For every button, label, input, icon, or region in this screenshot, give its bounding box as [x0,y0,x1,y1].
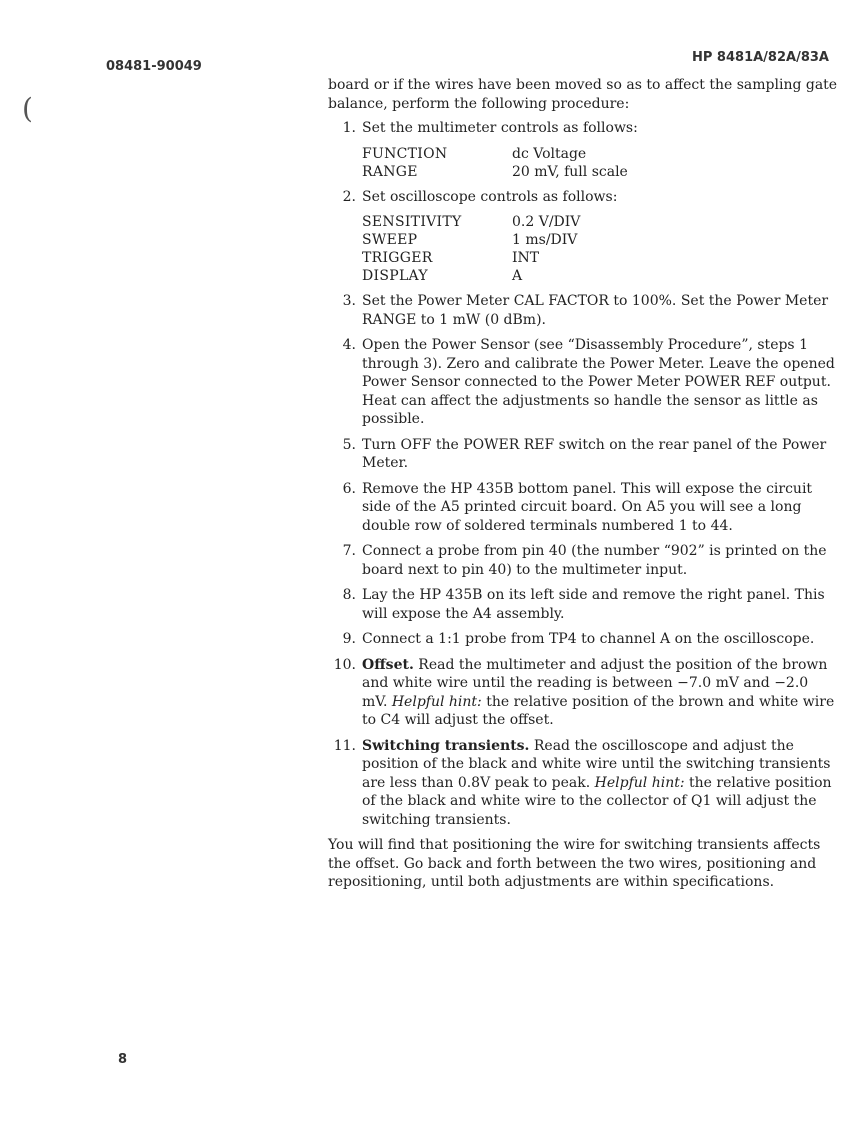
step-number: 9. [342,631,356,647]
hint-text: the relative position of the black and white wire to the collector of Q1 will adjust the switching transients. [362,774,832,828]
intro-paragraph: board or if the wires have been moved so as to affect the sampling gate balance, perform the following procedure: [328,77,838,112]
step-number: 10. [333,656,356,673]
setting-name: DISPLAY [362,268,428,284]
setting-value: 0.2 V/DIV [512,214,581,230]
step-body [362,738,832,828]
settings-table [362,213,580,285]
step-number: 6. [342,480,356,497]
procedure-step [328,480,838,536]
step-number: 4. [342,337,356,353]
settings-row [362,163,628,181]
step-number: 3. [342,293,356,309]
procedure-step [328,188,838,286]
step-number: 8. [342,587,356,603]
step-body [362,587,825,622]
step-number: 1. [342,120,356,136]
hint-label: Helpful hint: [594,774,685,791]
setting-name: FUNCTION [362,145,448,162]
step-body [362,189,617,205]
step-body [362,631,814,647]
step-text: Set the Power Meter CAL FACTOR to 100%. Set the Power Meter RANGE to 1 mW (0 dBm). [362,293,829,328]
step-body [362,543,827,578]
procedure-steps [328,119,838,829]
page-number: 8 [118,1052,128,1067]
step-body [362,337,835,427]
step-number: 7. [342,543,356,559]
step-text: Set the multimeter controls as follows: [362,120,638,136]
step-text: Lay the HP 435B on its left side and remove the right panel. This will expose the A4 assembly. [362,587,825,622]
step-text: Connect a probe from pin 40 (the number “902” is printed on the board next to pin 40) to the multimeter input. [362,543,827,578]
step-text: Read the oscilloscope and adjust the position of the black and white wire until the switching transients are less than 0.8V peak to peak. [362,737,831,791]
settings-row [362,267,580,285]
step-number: 5. [342,436,356,453]
procedure-step [328,630,838,649]
step-text: Turn OFF the POWER REF switch on the rear panel of the Power Meter. [362,436,827,471]
step-body [362,293,828,328]
step-body [362,481,812,534]
margin-mark: ( [22,92,33,125]
settings-row [362,145,628,163]
step-text: Set oscilloscope controls as follows: [362,188,618,205]
step-text: Open the Power Sensor (see “Disassembly Procedure”, steps 1 through 3). Zero and calibrate the Power Meter. Leave the opened Power Sensor connected to the Power Meter POWER REF output. Heat can affect the adjustments so handle the sensor as little as possible. [362,337,835,427]
body-column [328,76,838,892]
procedure-step [328,542,838,579]
step-body [362,437,826,472]
settings-row [362,231,580,249]
step-body [362,120,638,136]
procedure-step [328,292,838,329]
step-text: Remove the HP 435B bottom panel. This will expose the circuit side of the A5 printed circuit board. On A5 you will see a long double row of soldered terminals numbered 1 to 44. [362,480,813,534]
model-header: HP 8481A/82A/83A [692,50,829,65]
hint-label: Helpful hint: [391,693,482,710]
step-number: 11. [333,737,356,754]
procedure-step [328,737,838,830]
step-heading: Switching transients. [362,737,530,754]
setting-name: TRIGGER [362,250,433,266]
setting-name: RANGE [362,163,418,180]
step-body [362,657,834,729]
setting-value: 20 mV, full scale [512,163,628,180]
setting-value: dc Voltage [512,145,587,162]
hint-text: the relative position of the brown and white wire to C4 will adjust the offset. [362,693,835,728]
procedure-step [328,586,838,623]
step-text: Connect a 1:1 probe from TP4 to channel A on the oscilloscope. [362,631,815,647]
closing-paragraph: You will find that positioning the wire for switching transients affects the offset. Go back and forth between the two wires, positioning and repositioning, until both adjustments are within specifications. [328,837,821,890]
setting-value: 1 ms/DIV [512,232,578,248]
procedure-step [328,119,838,181]
setting-value: INT [512,250,540,266]
setting-value: A [512,268,523,284]
setting-name: SWEEP [362,232,418,248]
step-number: 2. [342,188,356,205]
setting-name: SENSITIVITY [362,214,462,230]
procedure-step [328,656,838,730]
procedure-step [328,336,838,429]
document-number: 08481-90049 [106,59,202,74]
settings-row [362,213,580,231]
settings-row [362,249,580,267]
procedure-step [328,436,838,473]
step-heading: Offset. [362,656,414,673]
settings-table [362,145,628,181]
step-text: Read the multimeter and adjust the position of the brown and white wire until the reading is between −7.0 mV and −2.0 mV. [362,656,828,710]
